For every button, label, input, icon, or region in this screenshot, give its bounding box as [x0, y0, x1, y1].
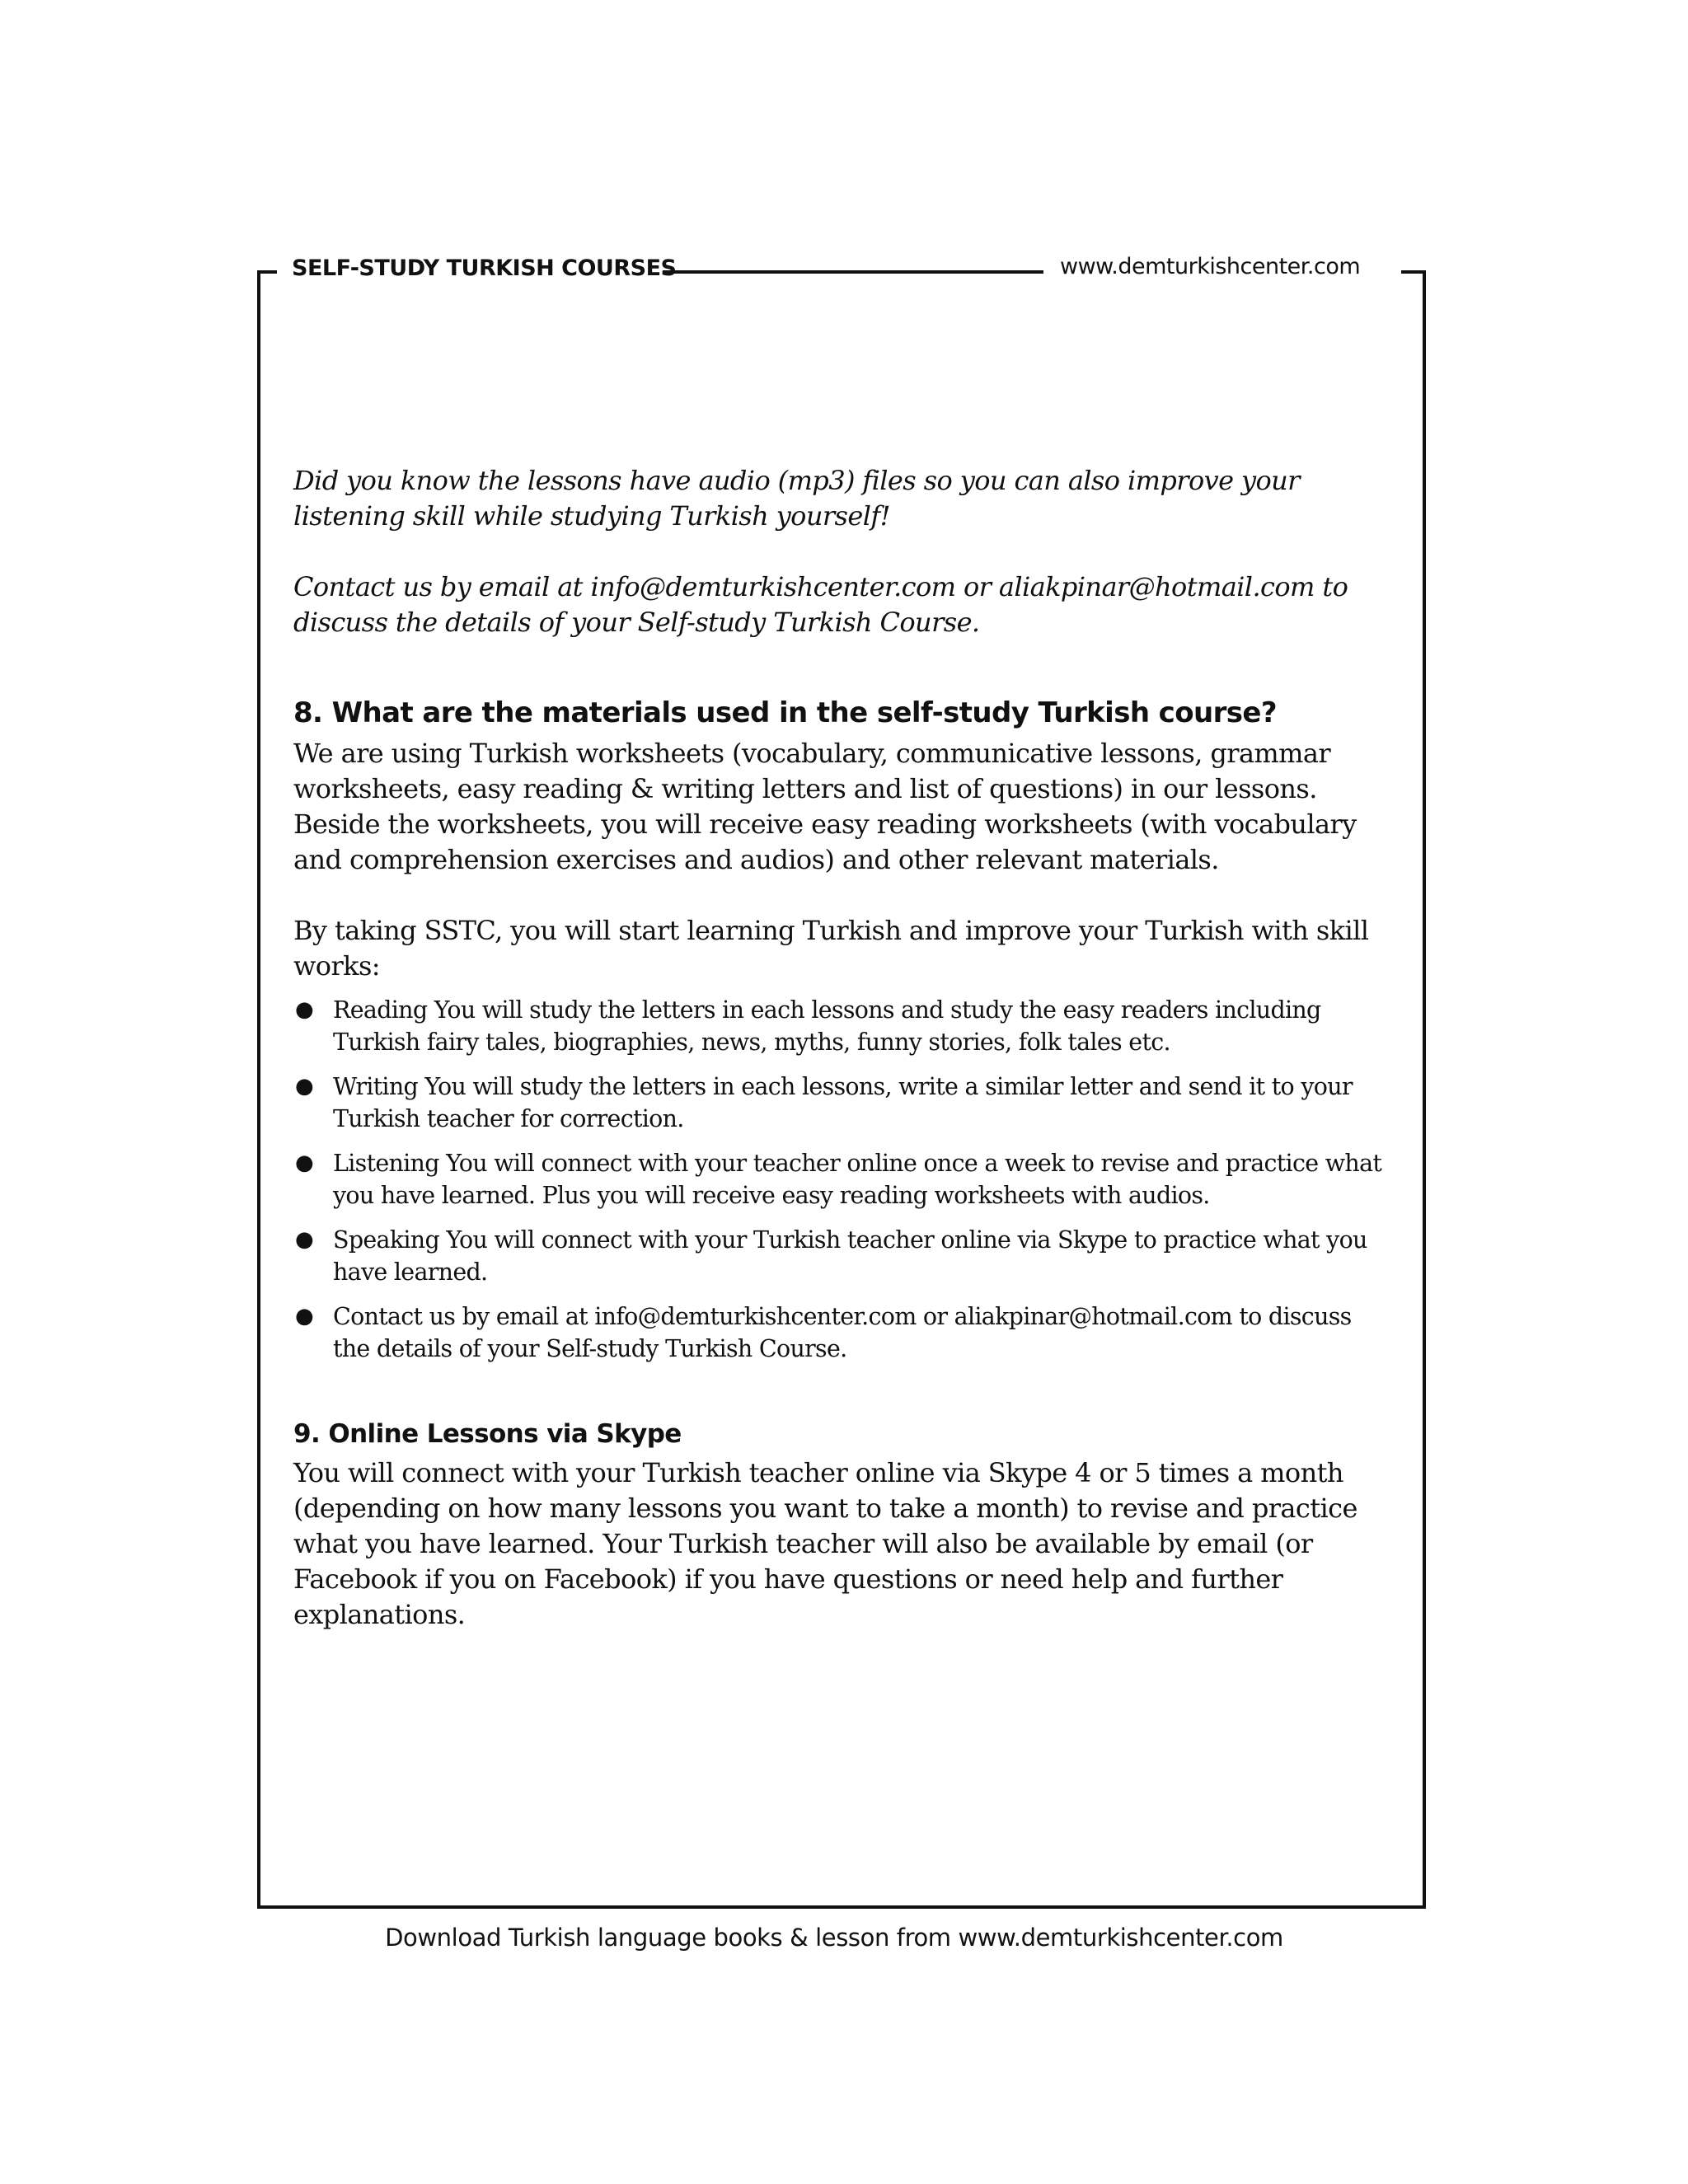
skills-list [293, 994, 1390, 1365]
list-item-text: Listening You will connect with your teacher online once a week to revise and practice what you have learned. Plus you will receive easy reading worksheets with audios. [333, 1150, 1382, 1209]
header-title: SELF-STUDY TURKISH COURSES [292, 255, 677, 281]
contact-note: Contact us by email at info@demturkishcenter.com or aliakpinar@hotmail.com to discuss the details of your Self-study Turkish Course. [293, 571, 1348, 638]
section-9-heading: 9. Online Lessons via Skype [293, 1419, 682, 1449]
bullet-icon: ● [295, 1227, 313, 1252]
list-item-text: Writing You will study the letters in each lessons, write a similar letter and send it to your Turkish teacher for correction. [333, 1073, 1353, 1132]
section-8-heading: 8. What are the materials used in the self-study Turkish course? [293, 696, 1277, 729]
list-item [293, 1147, 1390, 1212]
list-item-text: Reading You will study the letters in each lessons and study the easy readers including Turkish fairy tales, biographies, news, myths, funny stories, folk tales etc. [333, 996, 1321, 1056]
list-item [293, 1301, 1390, 1365]
header-rule-left [257, 270, 277, 274]
skills-intro: By taking SSTC, you will start learning Turkish and improve your Turkish with skill works: [293, 915, 1369, 982]
header-rule-middle [663, 270, 1043, 274]
audio-note: Did you know the lessons have audio (mp3) files so you can also improve your listening skill while studying Turkish yourself! [293, 465, 1300, 532]
header-website: www.demturkishcenter.com [1060, 254, 1361, 279]
list-item [293, 994, 1390, 1058]
list-item-text: Contact us by email at info@demturkishcenter.com or aliakpinar@hotmail.com to discuss the details of your Self-study Turkish Course. [333, 1303, 1352, 1362]
bullet-icon: ● [295, 997, 313, 1022]
section-8-paragraph: We are using Turkish worksheets (vocabulary, communicative lessons, grammar worksheets, easy reading & writing letters and list of questions) in our lessons. Beside the worksheets, you will receive easy reading worksheets (with vocabulary and comprehension exercises and audios) and other relevant materials. [293, 738, 1357, 875]
list-item [293, 1224, 1390, 1288]
page-content [293, 463, 1390, 1633]
list-item [293, 1071, 1390, 1135]
page-footer: Download Turkish language books & lesson from www.demturkishcenter.com [385, 1924, 1283, 1952]
list-item-text: Speaking You will connect with your Turkish teacher online via Skype to practice what you have learned. [333, 1226, 1367, 1286]
section-9-paragraph: You will connect with your Turkish teacher online via Skype 4 or 5 times a month (depending on how many lessons you want to take a month) to revise and practice what you have learned. Your Turkish teacher will also be available by email (or Facebook if you on Facebook) if you have questions or need help and further explanations. [293, 1457, 1357, 1630]
bullet-icon: ● [295, 1151, 313, 1175]
header-rule-right [1401, 270, 1426, 274]
bullet-icon: ● [295, 1074, 313, 1099]
bullet-icon: ● [295, 1304, 313, 1329]
